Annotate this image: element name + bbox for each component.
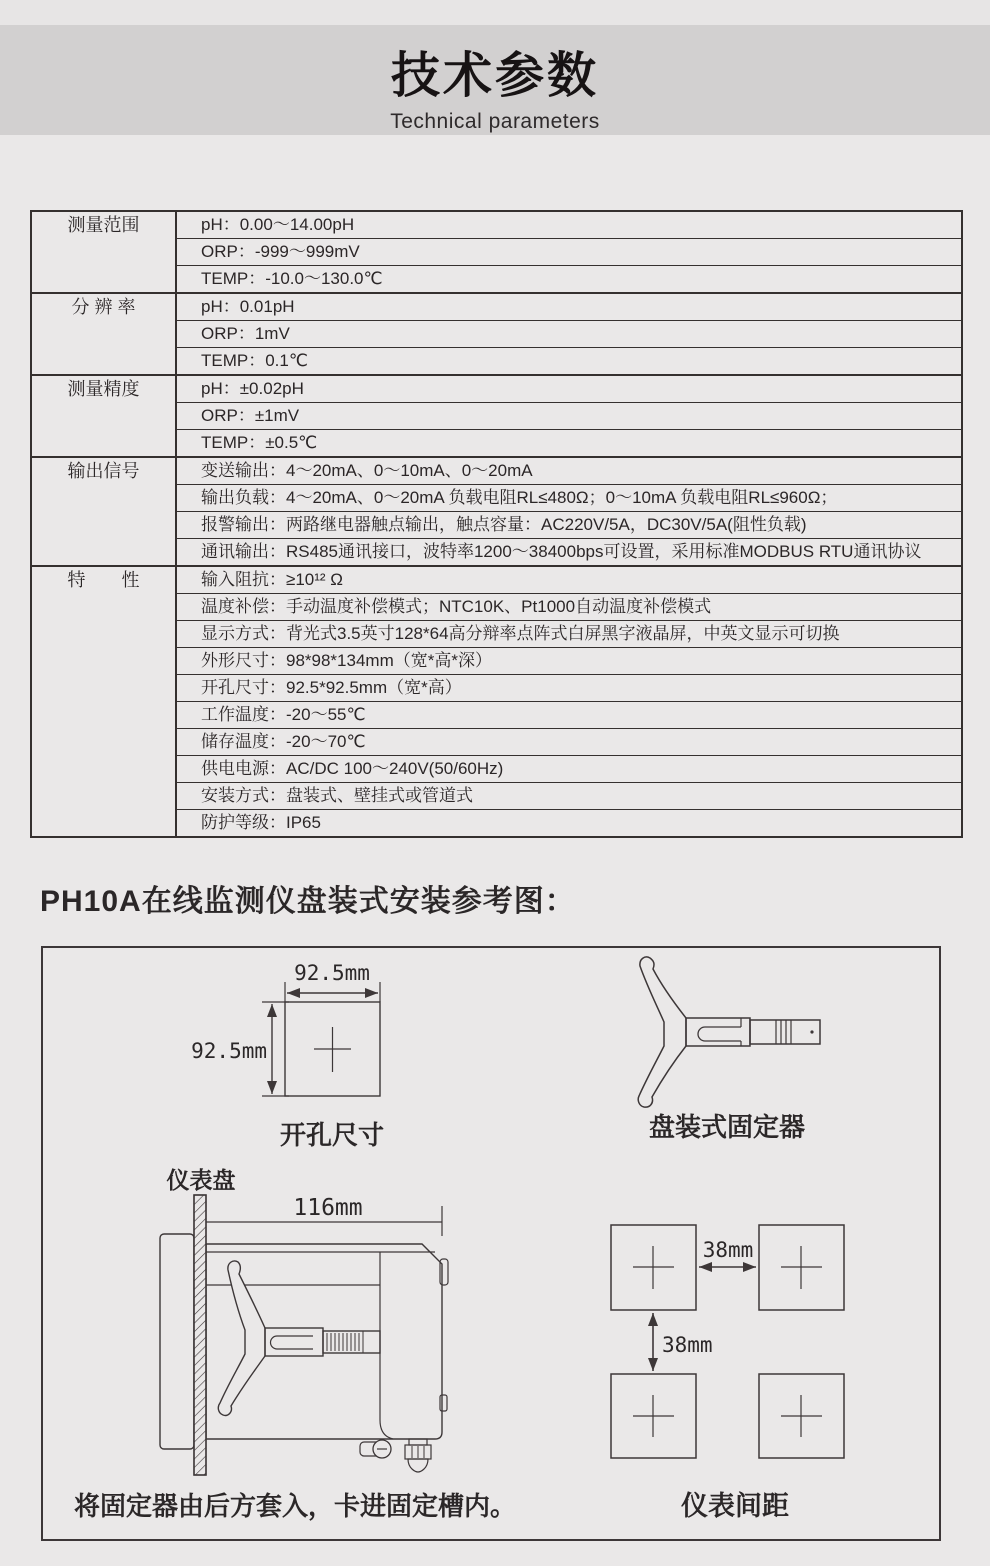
spec-value: 输入阻抗：≥10¹² Ω [176, 566, 962, 594]
spec-value: 开孔尺寸：92.5*92.5mm（宽*高） [176, 675, 962, 702]
installation-diagram-svg [43, 948, 943, 1543]
panel-label: 仪表盘 [166, 1167, 236, 1193]
spec-value: TEMP：±0.5℃ [176, 430, 962, 458]
depth-label: 116mm [293, 1195, 363, 1221]
spec-value: 供电电源：AC/DC 100～240V(50/60Hz) [176, 756, 962, 783]
table-row [31, 375, 962, 403]
panel-hatch [194, 1195, 206, 1475]
gland-neck [409, 1439, 427, 1445]
fixer-caption: 盘装式固定器 [648, 1112, 806, 1142]
thread-lines [327, 1331, 363, 1353]
side-tab [440, 1395, 447, 1411]
spec-value: TEMP：-10.0～130.0℃ [176, 266, 962, 294]
title-band [0, 25, 990, 135]
fixer-handle [638, 957, 686, 1107]
spec-value: TEMP：0.1℃ [176, 348, 962, 376]
spec-value: 显示方式：背光式3.5英寸128*64高分辩率点阵式白屏黑字液晶屏，中英文显示可切换 [176, 621, 962, 648]
spec-value: 外形尺寸：98*98*134mm（宽*高*深） [176, 648, 962, 675]
cutout-height-label: 92.5mm [191, 1039, 267, 1063]
spec-value: pH：0.01pH [176, 293, 962, 321]
spec-value: 通讯输出：RS485通讯接口，波特率1200～38400bps可设置，采用标准MODBUS RTU通讯协议 [176, 539, 962, 567]
section-title: PH10A在线监测仪盘装式安装参考图： [40, 885, 576, 918]
spec-value: pH：±0.02pH [176, 375, 962, 403]
side-view-caption: 将固定器由后方套入，卡进固定槽内。 [73, 1491, 517, 1521]
spec-category: 测量精度 [31, 375, 176, 457]
spec-category: 分 辨 率 [31, 293, 176, 375]
spec-value: 工作温度：-20～55℃ [176, 702, 962, 729]
page-subtitle: Technical parameters [390, 110, 600, 133]
spec-table [30, 210, 963, 838]
cutout-diagram [262, 982, 380, 1096]
spec-value: 温度补偿：手动温度补偿模式；NTC10K、Pt1000自动温度补偿模式 [176, 594, 962, 621]
fixer-slot [698, 1027, 741, 1041]
fixer-handle-side [218, 1261, 265, 1415]
spec-value: 变送输出：4～20mA、0～10mA、0～20mA [176, 457, 962, 485]
spec-value: ORP：1mV [176, 321, 962, 348]
spec-value: 储存温度：-20～70℃ [176, 729, 962, 756]
spec-category: 特 性 [31, 566, 176, 837]
fixer-block-side [265, 1328, 323, 1356]
v-spacing-label: 38mm [662, 1333, 713, 1357]
installation-diagram [41, 946, 941, 1541]
front-bezel [160, 1234, 194, 1449]
gland-dome [408, 1459, 428, 1472]
top-strip [0, 0, 990, 25]
spec-value: 输出负载：4～20mA、0～20mA 负载电阻RL≤480Ω；0～10mA 负载电阻RL≤960Ω； [176, 485, 962, 512]
table-row [31, 211, 962, 239]
spacing-caption: 仪表间距 [681, 1491, 789, 1521]
spec-value: pH：0.00～14.00pH [176, 211, 962, 239]
fixer-diagram [638, 957, 820, 1107]
spec-category: 测量范围 [31, 211, 176, 293]
table-row [31, 293, 962, 321]
spec-value: 报警输出：两路继电器触点输出，触点容量：AC220V/5A，DC30V/5A(阻性负载) [176, 512, 962, 539]
h-spacing-label: 38mm [702, 1238, 754, 1262]
spec-value: 安装方式：盘装式、壁挂式或管道式 [176, 783, 962, 810]
spec-value: 防护等级：IP65 [176, 810, 962, 838]
spec-value: ORP：-999～999mV [176, 239, 962, 266]
table-row [31, 566, 962, 594]
cutout-caption: 开孔尺寸 [279, 1120, 385, 1150]
table-row [31, 457, 962, 485]
spec-category: 输出信号 [31, 457, 176, 566]
page-title: 技术参数 [390, 49, 599, 103]
cutout-width-label: 92.5mm [294, 961, 370, 985]
fixer-sleeve [750, 1020, 820, 1044]
fixer-slot-side [271, 1336, 314, 1349]
side-view-diagram [160, 1195, 448, 1475]
spec-value: ORP：±1mV [176, 403, 962, 430]
instrument-body [206, 1244, 442, 1439]
inner-wall [380, 1252, 393, 1439]
